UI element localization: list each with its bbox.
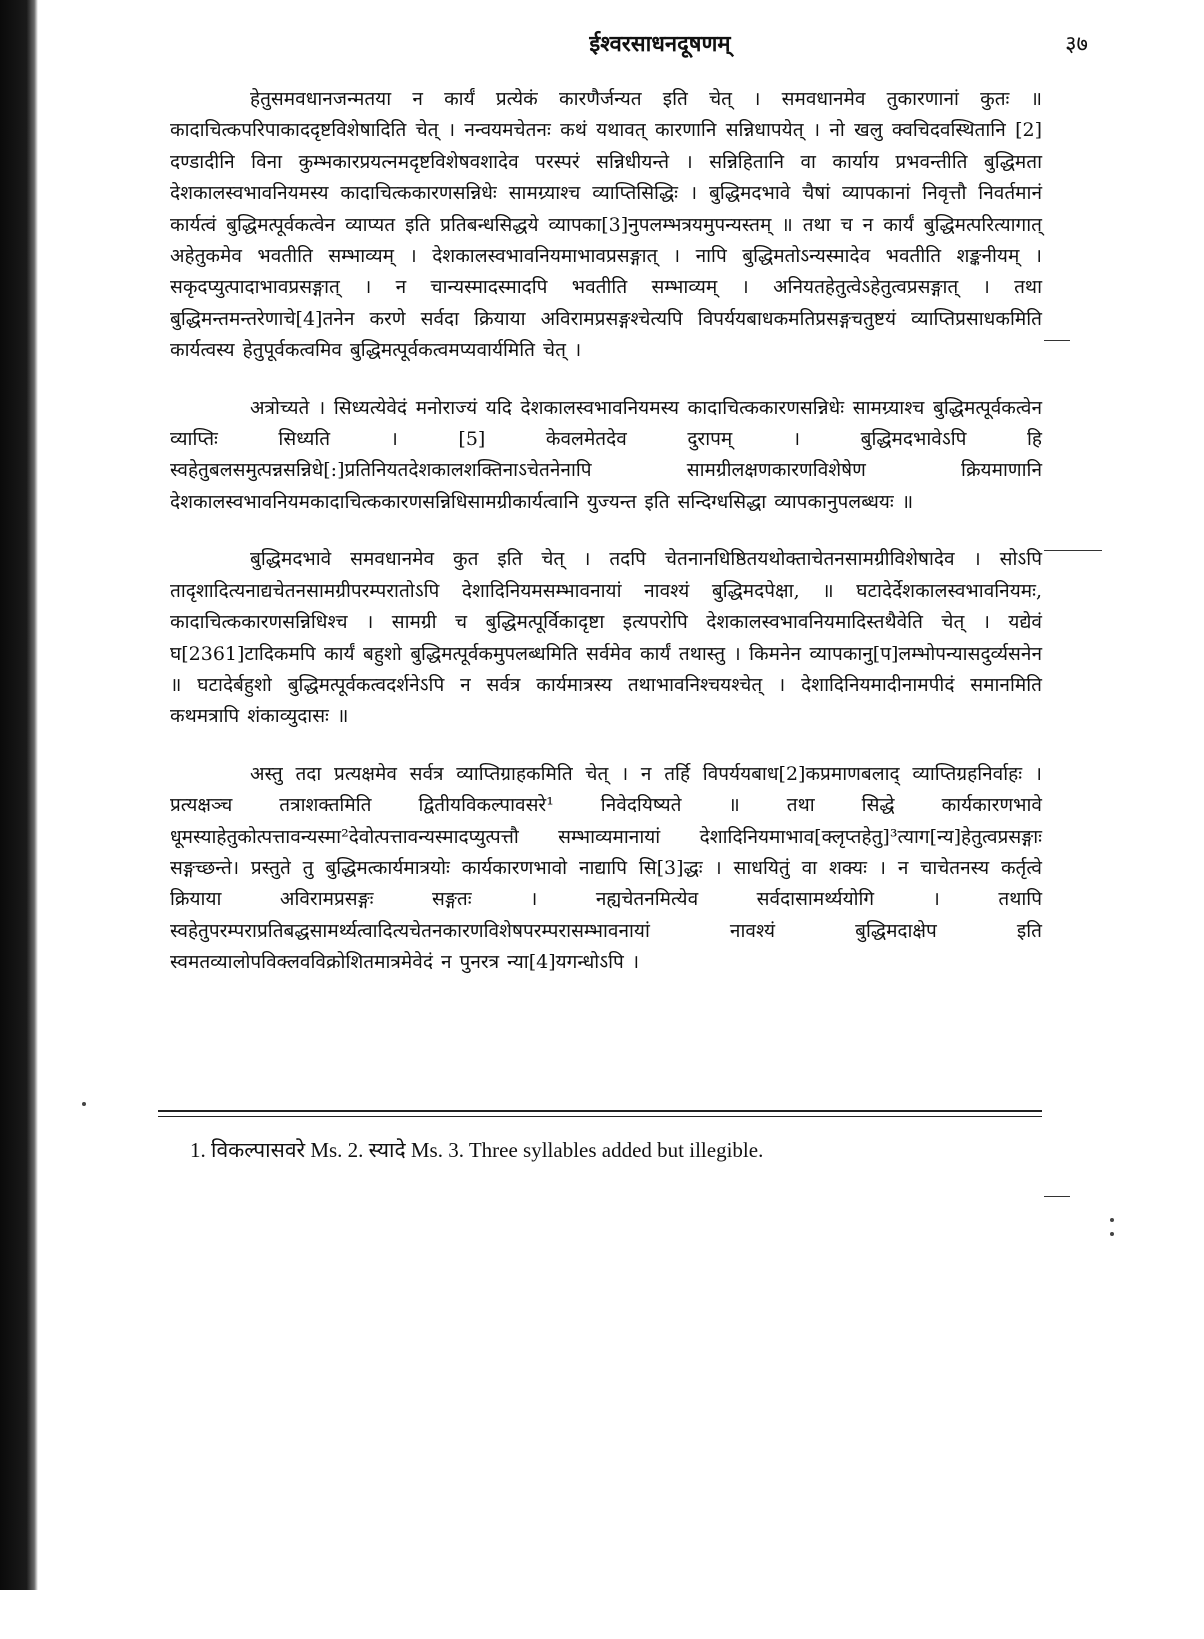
main-text — [170, 84, 1042, 1005]
footnote: 1. विकल्पासवरे Ms. 2. स्यादे Ms. 3. Three syllables added but illegible. — [190, 1138, 764, 1162]
paragraph-3: बुद्धिमदभावे समवधानमेव कुत इति चेत् । तदपि चेतनानधिष्ठितयथोक्ताचेतनसामग्रीविशेषादेव । सोऽपि तादृशादित्यनाद्यचेतनसामग्रीपरम्परातोऽपि देशादिनियमसम्भावनायां नावश्यं बुद्धिमदपेक्षा, ॥ घटादेर्देशकालस्वभावनियमः, कादाचित्ककारणसन्निधिश्च । सामग्री च बुद्धिमत्पूर्विकादृष्टा इत्यपरोपि देशकालस्वभावनियमादिस्तथैवेति चेत् । यद्येवं घ[2361]टादिकमपि कार्यं बहुशो बुद्धिमत्पूर्वकमुपलब्धमिति सर्वमेव कार्यं तथास्तु । किमनेन व्यापकानु[प]लम्भोपन्यासदुर्व्यसनेन ॥ घटादेर्बहुशो बुद्धिमत्पूर्वकत्वदर्शनेऽपि न सर्वत्र कार्यमात्रस्य तथाभावनिश्चयश्चेत् । देशादिनियमादीनामपीदं समानमिति कथमत्रापि शंकाव्युदासः ॥ — [170, 548, 1042, 728]
page-number: ३७ — [1065, 32, 1088, 57]
page-scan-edge — [0, 0, 38, 1590]
scan-speck — [82, 1102, 86, 1106]
running-title: ईश्वरसाधनदूषणम् — [589, 31, 731, 57]
margin-mark — [1044, 550, 1102, 551]
footnote-rule — [158, 1110, 1042, 1112]
margin-mark — [1044, 1196, 1070, 1197]
scan-speck — [1110, 1218, 1114, 1222]
footnote-rule — [158, 1116, 1042, 1117]
page-header — [160, 22, 1160, 62]
scan-speck — [1110, 1232, 1114, 1236]
paragraph-1: हेतुसमवधानजन्मतया न कार्यं प्रत्येकं कारणैर्जन्यत इति चेत् । समवधानमेव तुकारणानां कुतः ॥ कादाचित्कपरिपाकाददृष्टविशेषादिति चेत् । नन्वयमचेतनः कथं यथावत् कारणानि सन्निधापयेत् । नो खलु क्वचिदवस्थितानि [2] दण्डादीनि विना कुम्भकारप्रयत्नमदृष्टविशेषवशादेव परस्परं सन्निधीयन्ते । सन्निहितानि वा कार्याय प्रभवन्तीति बुद्धिमता देशकालस्वभावनियमस्य कादाचित्ककारणसन्निधेः सामग्र्याश्च व्याप्तिसिद्धिः । बुद्धिमदभावे चैषां व्यापकानां निवृत्तौ निवर्तमानं कार्यत्वं बुद्धिमत्पूर्वकत्वेन व्याप्यत इति प्रतिबन्धसिद्धये व्यापका[3]नुपलम्भत्रयमुपन्यस्तम् ॥ तथा च न कार्यं बुद्धिमत्परित्यागात् अहेतुकमेव भवतीति सम्भाव्यम् । देशकालस्वभावनियमाभावप्रसङ्गात् । नापि बुद्धिमतोऽन्यस्मादेव भवतीति शङ्कनीयम् । सकृदप्युत्पादाभावप्रसङ्गात् । न चान्यस्मादस्मादपि भवतीति सम्भाव्यम् । अनियतहेतुत्वेऽहेतुत्वप्रसङ्गात् । तथा बुद्धिमन्तमन्तरेणाचे[4]तनेन करणे सर्वदा क्रियाया अविरामप्रसङ्गश्चेत्यपि विपर्ययबाधकमतिप्रसङ्गचतुष्टयं व्याप्तिप्रसाधकमिति कार्यत्वस्य हेतुपूर्वकत्वमिव बुद्धिमत्पूर्वकत्वमप्यवार्यमिति चेत् । — [170, 88, 1042, 362]
paragraph-4: अस्तु तदा प्रत्यक्षमेव सर्वत्र व्याप्तिग्राहकमिति चेत् । न तर्हि विपर्ययबाध[2]कप्रमाणबलाद् व्याप्तिग्रहनिर्वाहः । प्रत्यक्षञ्च तत्राशक्तमिति द्वितीयविकल्पावसरे¹ निवेदयिष्यते ॥ तथा सिद्धे कार्यकारणभावे धूमस्याहेतुकोत्पत्तावन्यस्मा²देवोत्पत्तावन्यस्मादप्युत्पत्तौ सम्भाव्यमानायां देशादिनियमाभाव[क्लृप्तहेतु]³त्याग[न्य]हेतुत्वप्रसङ्गाः सङ्गच्छन्ते। प्रस्तुते तु बुद्धिमत्कार्यमात्रयोः कार्यकारणभावो नाद्यापि सि[3]द्धः । साधयितुं वा शक्यः । न चाचेतनस्य कर्तृत्वे क्रियाया अविरामप्रसङ्गः सङ्गतः । नह्यचेतनमित्येव सर्वदासामर्थ्ययोगि । तथापि स्वहेतुपरम्पराप्रतिबद्धसामर्थ्यत्वादित्यचेतनकारणविशेषपरम्परासम्भावनायां नावश्यं बुद्धिमदाक्षेप इति स्वमतव्यालोपविक्लवविक्रोशितमात्रमेवेदं न पुनरत्र न्या[4]यगन्धोऽपि । — [170, 762, 1042, 974]
paragraph-2: अत्रोच्यते । सिध्यत्येवेदं मनोराज्यं यदि देशकालस्वभावनियमस्य कादाचित्ककारणसन्निधेः सामग्र्याश्च बुद्धिमत्पूर्वकत्वेन व्याप्तिः सिध्यति । [5] केवलमेतदेव दुरापम् । बुद्धिमदभावेऽपि हि स्वहेतुबलसमुत्पन्नसन्निधे[:]प्रतिनियतदेशकालशक्तिनाऽचेतनेनापि सामग्रीलक्षणकारणविशेषेण क्रियमाणानि देशकालस्वभावनियमकादाचित्ककारणसन्निधिसामग्रीकार्यत्वानि युज्यन्त इति सन्दिग्धसिद्धा व्यापकानुपलब्धयः ॥ — [170, 396, 1042, 513]
margin-mark — [1044, 340, 1070, 341]
